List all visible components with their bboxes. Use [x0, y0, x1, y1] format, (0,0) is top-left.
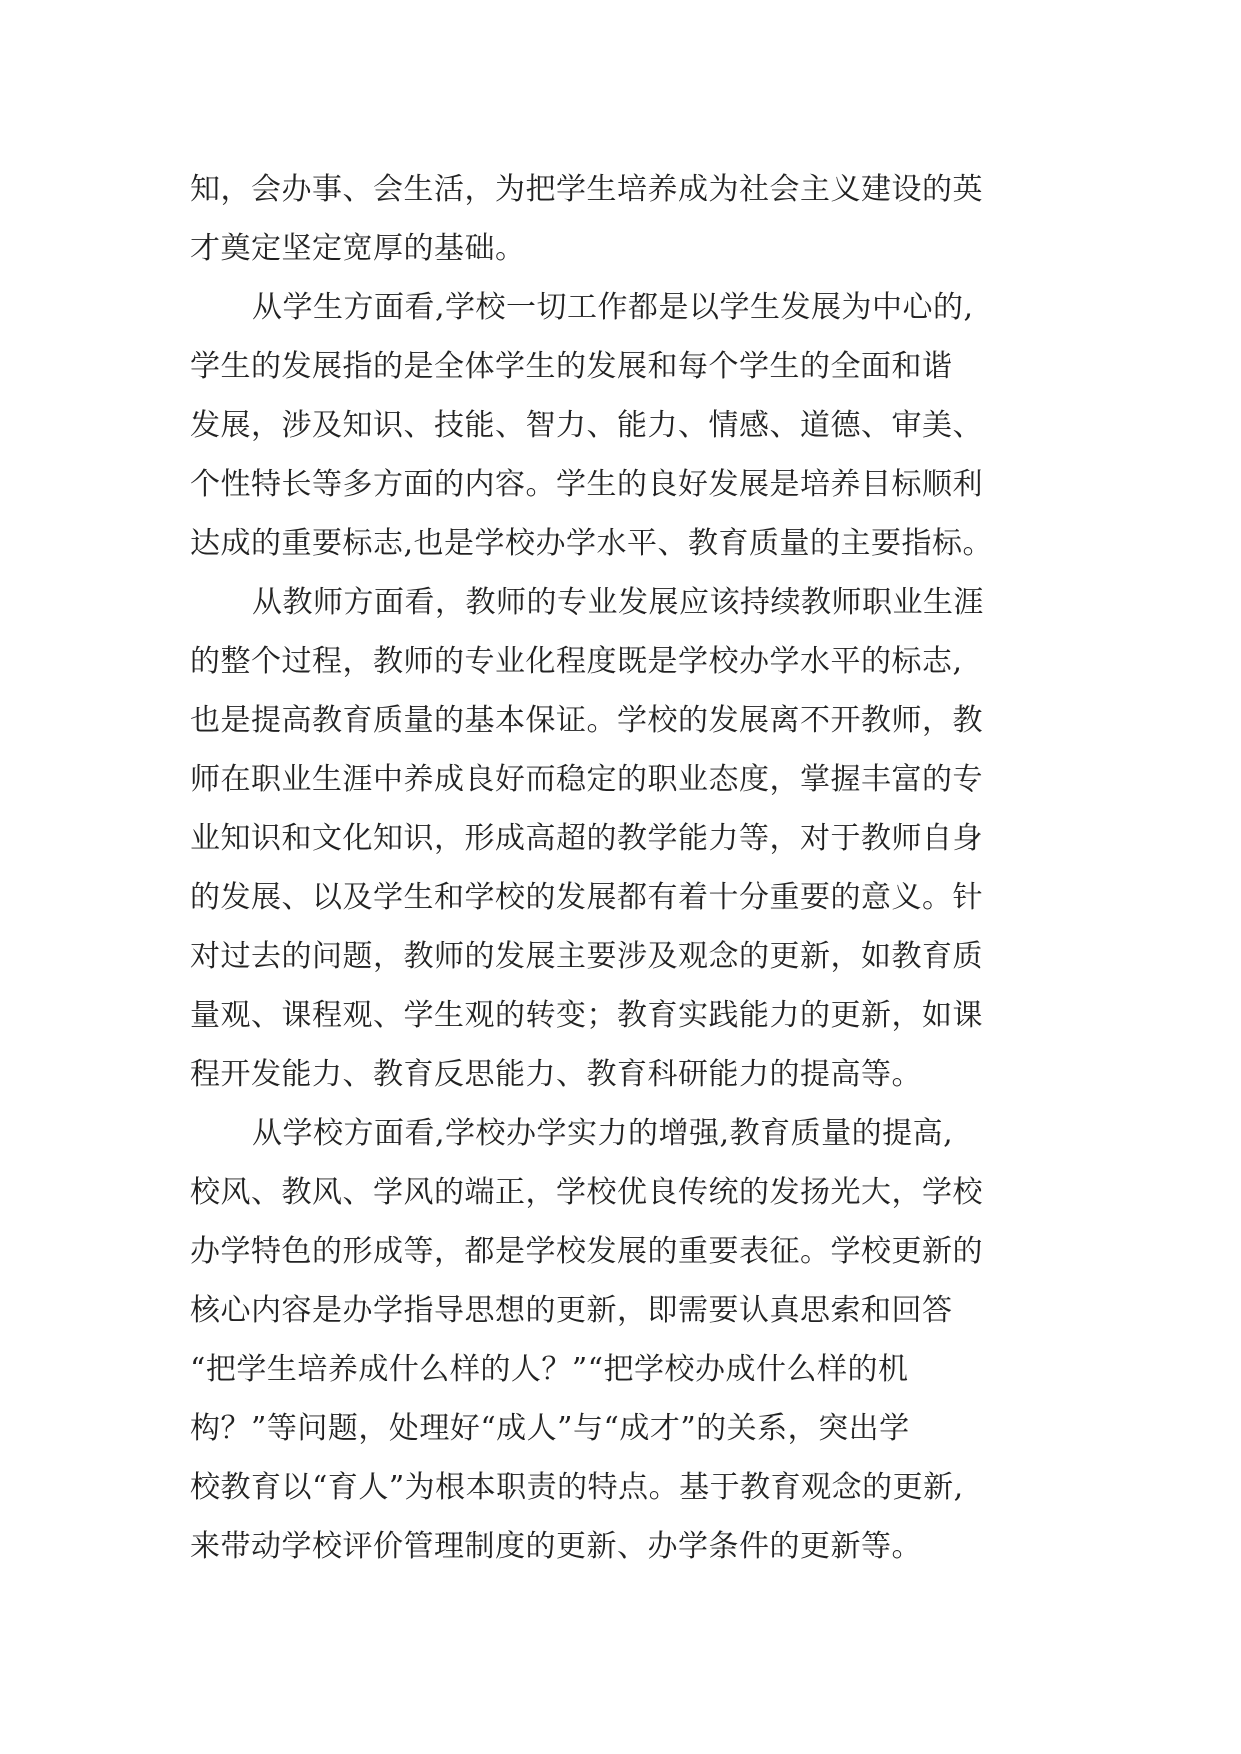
- paragraph-2: [190, 278, 1070, 573]
- text-line: 量观、课程观、学生观的转变；教育实践能力的更新，如课: [190, 998, 983, 1033]
- text-line: 校风、教风、学风的端正，学校优良传统的发扬光大，学校: [190, 1175, 983, 1210]
- text-line: 办学特色的形成等，都是学校发展的重要表征。学校更新的: [190, 1234, 983, 1269]
- text-line: 也是提高教育质量的基本保证。学校的发展离不开教师，教: [190, 703, 983, 738]
- text-line: 学生的发展指的是全体学生的发展和每个学生的全面和谐: [190, 349, 953, 384]
- text-line: 程开发能力、教育反思能力、教育科研能力的提高等。: [190, 1057, 922, 1092]
- text-line: 校教育以“育人”为根本职责的特点。基于教育观念的更新,: [190, 1470, 964, 1505]
- text-line: 的发展、以及学生和学校的发展都有着十分重要的意义。针: [190, 880, 983, 915]
- text-line: 从教师方面看，教师的专业发展应该持续教师职业生涯: [252, 585, 984, 620]
- text-line: 构？”等问题，处理好“成人”与“成才”的关系，突出学: [190, 1411, 910, 1446]
- text-line: 师在职业生涯中养成良好而稳定的职业态度，掌握丰富的专: [190, 762, 983, 797]
- paragraph-4: [190, 1104, 1070, 1576]
- text-line: 来带动学校评价管理制度的更新、办学条件的更新等。: [190, 1529, 922, 1564]
- text-line: 才奠定坚定宽厚的基础。: [190, 231, 526, 266]
- text-line: 从学生方面看,学校一切工作都是以学生发展为中心的,: [252, 290, 974, 325]
- paragraph-1: [190, 160, 1070, 278]
- text-line: 个性特长等多方面的内容。学生的良好发展是培养目标顺利: [190, 467, 983, 502]
- text-line: 知，会办事、会生活，为把学生培养成为社会主义建设的英: [190, 172, 983, 207]
- document-body: [190, 160, 1070, 1576]
- text-line: 发展，涉及知识、技能、智力、能力、情感、道德、审美、: [190, 408, 983, 443]
- text-line: 业知识和文化知识，形成高超的教学能力等，对于教师自身: [190, 821, 983, 856]
- text-line: “把学生培养成什么样的人？”“把学校办成什么样的机: [190, 1352, 909, 1387]
- text-line: 对过去的问题，教师的发展主要涉及观念的更新，如教育质: [190, 939, 983, 974]
- text-line: 达成的重要标志,也是学校办学水平、教育质量的主要指标。: [190, 526, 994, 561]
- text-line: 的整个过程，教师的专业化程度既是学校办学水平的标志,: [190, 644, 963, 679]
- text-line: 核心内容是办学指导思想的更新，即需要认真思索和回答: [190, 1293, 953, 1328]
- paragraph-3: [190, 573, 1070, 1104]
- text-line: 从学校方面看,学校办学实力的增强,教育质量的提高,: [252, 1116, 954, 1151]
